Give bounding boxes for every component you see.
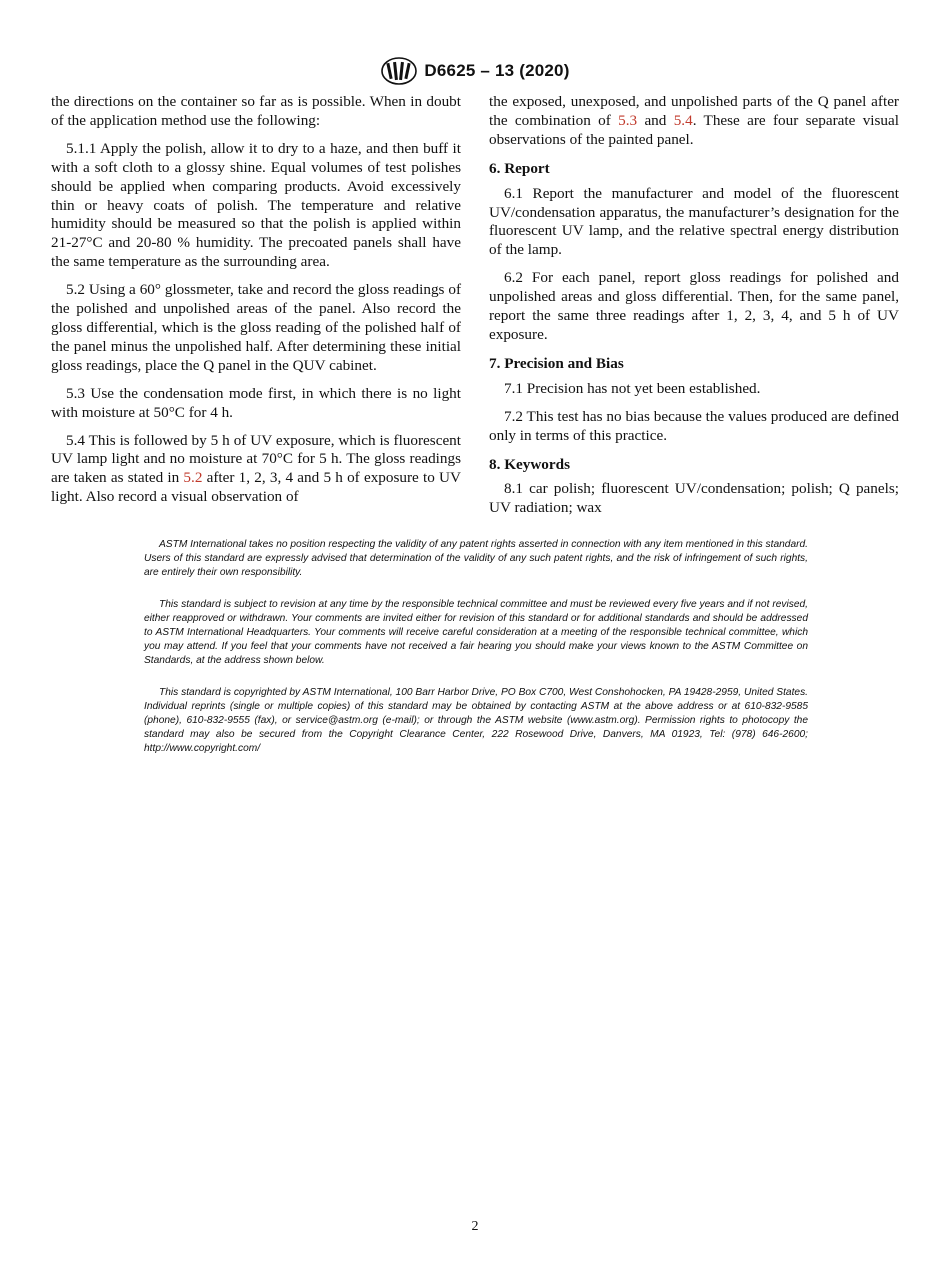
paragraph-6-2: 6.2 For each panel, report gloss readings for polished and unpolished areas and gloss differential. Then, for the same panel, report the same three readings after 1, 2, 3, 4, and 5 h of UV exposure. bbox=[489, 269, 899, 343]
paragraph-7-2: 7.2 This test has no bias because the values produced are defined only in terms of this practice. bbox=[489, 407, 899, 444]
paragraph-5-4-text-a: 5.4 This is followed by 5 h of UV exposure, which is fluorescent UV lamp light and no moisture at 70°C for 5 h. The gloss readings are taken as stated in bbox=[51, 431, 461, 487]
paragraph-5-4-cont-text-a: the exposed, unexposed, and unpolished parts of the Q panel after the combination of bbox=[489, 93, 899, 129]
link-section-5-2[interactable]: 5.2 bbox=[183, 469, 203, 487]
section-heading-keywords: 8. Keywords bbox=[489, 455, 570, 473]
paragraph-5-2: 5.2 Using a 60° glossmeter, take and record the gloss readings of the polished and unpolished areas of the panel. Also record the gloss differential, which is the gloss reading of the polished half of the panel minus the unpolished half. After determining these initial gloss readings, place the Q panel in the QUV cabinet. bbox=[51, 281, 461, 374]
astm-logo-icon bbox=[380, 56, 418, 86]
paragraph-6-1: 6.1 Report the manufacturer and model of the fluorescent UV/condensation apparatus, the manufacturer’s designation for the fluorescent UV lamp, and the relative spectral energy distribution of the lamp. bbox=[489, 184, 899, 259]
document-designation: D6625 – 13 (2020) bbox=[424, 61, 570, 80]
page-number: 2 bbox=[471, 1219, 479, 1234]
notice-patent-rights: ASTM International takes no position respecting the validity of any patent rights asserted in connection with any item mentioned in this standard. Users of this standard are expressly advised that determination of the validity of any such patent rights, and the risk of infringement of such rights, are entirely their own responsibility. bbox=[144, 539, 808, 578]
link-section-5-4[interactable]: 5.4 bbox=[673, 111, 693, 129]
paragraph-5-4 bbox=[51, 432, 461, 508]
paragraph-5-4-cont-text-b: and bbox=[637, 111, 674, 129]
astm-notices bbox=[144, 538, 808, 774]
notice-copyright: This standard is copyrighted by ASTM International, 100 Barr Harbor Drive, PO Box C700, West Conshohocken, PA 19428-2959, United States. Individual reprints (single or multiple copies) of this standard may be obtained by contacting ASTM at the above address or at 610-832-9585 (phone), 610-832-9555 (fax), or service@astm.org (e-mail); or through the ASTM website (www.astm.org). Permission rights to photocopy the standard may also be secured from the Copyright Clearance Center, 222 Rosewood Drive, Danvers, MA 01923, Tel: (978) 646-2600; http://www.copyright.com/ bbox=[144, 687, 808, 754]
paragraph-5-1-continued: the directions on the container so far as is possible. When in doubt of the application method use the following: bbox=[51, 93, 461, 129]
paragraph-8-1: 8.1 car polish; fluorescent UV/condensation; polish; Q panels; UV radiation; wax bbox=[489, 480, 899, 517]
left-column bbox=[51, 93, 461, 516]
section-heading-report: 6. Report bbox=[489, 159, 550, 177]
paragraph-5-1-1: 5.1.1 Apply the polish, allow it to dry to a haze, and then buff it with a soft cloth to a glossy shine. Equal volumes of test polishes should be applied when comparing products. Avoid excessively thin or heavy coats of polish. The temperature and relative humidity should be measured so that the polish is applied within 21-27°C and 20-80 % humidity. The precoated panels shall have the same temperature as the surrounding area. bbox=[51, 139, 461, 271]
paragraph-5-4-text-b: after 1, 2, 3, 4 and 5 h of exposure to UV light. Also record a visual observation of bbox=[51, 469, 461, 506]
link-section-5-3[interactable]: 5.3 bbox=[618, 111, 638, 129]
notice-revision: This standard is subject to revision at any time by the responsible technical committee and must be reviewed every five years and if not revised, either reapproved or withdrawn. Your comments are invited either for revision of this standard or for additional standards and should be addressed to ASTM International Headquarters. Your comments will receive careful consideration at a meeting of the responsible technical committee, which you may attend. If you feel that your comments have not received a fair hearing you should make your views known to the ASTM Committee on Standards, at the address shown below. bbox=[144, 599, 808, 666]
right-column bbox=[489, 93, 899, 527]
section-heading-precision-bias: 7. Precision and Bias bbox=[489, 354, 624, 372]
paragraph-7-1: 7.1 Precision has not yet been established. bbox=[504, 379, 761, 397]
paragraph-5-4-continued bbox=[489, 93, 899, 150]
paragraph-5-3: 5.3 Use the condensation mode first, in which there is no light with moisture at 50°C for 4 h. bbox=[51, 384, 461, 421]
header-inner bbox=[380, 56, 569, 86]
paragraph-5-4-cont-text-c: . These are four separate visual observations of the painted panel. bbox=[489, 111, 899, 148]
page-header bbox=[0, 56, 950, 91]
